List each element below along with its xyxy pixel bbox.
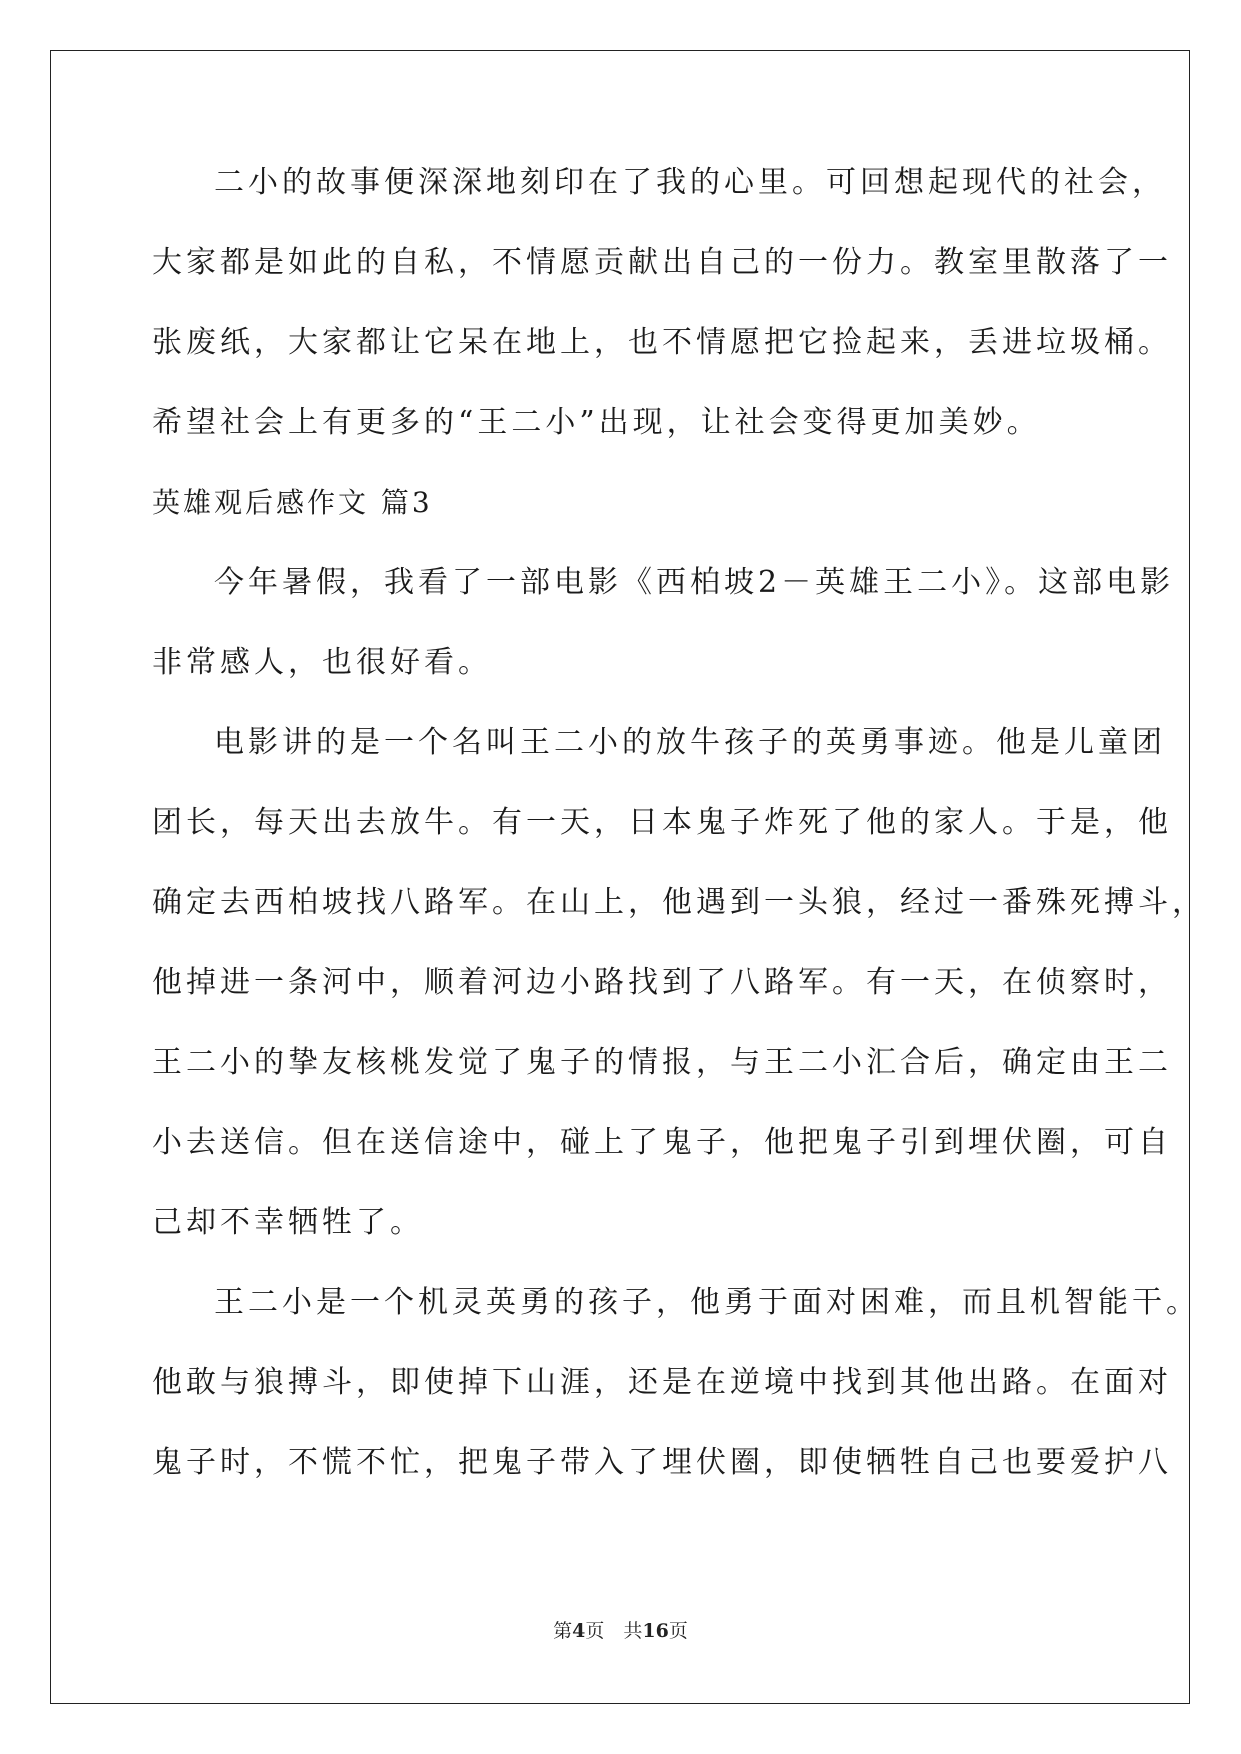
text-line: 电影讲的是一个名叫王二小的放牛孩子的英勇事迹。他是儿童团 <box>214 725 1166 760</box>
text-line: 王二小是一个机灵英勇的孩子，他勇于面对困难，而且机智能干。 <box>214 1285 1200 1320</box>
footer-mid: 页 共 <box>585 1620 643 1642</box>
page-footer <box>0 1616 1241 1643</box>
footer-prefix: 第 <box>553 1620 573 1642</box>
text-line: 他掉进一条河中，顺着河边小路找到了八路军。有一天，在侦察时， <box>152 965 1172 1000</box>
text-line: 确定去西柏坡找八路军。在山上，他遇到一头狼，经过一番殊死搏斗， <box>152 885 1206 920</box>
text-line: 小去送信。但在送信途中，碰上了鬼子，他把鬼子引到埋伏圈，可自 <box>152 1125 1172 1160</box>
text-line: 团长，每天出去放牛。有一天，日本鬼子炸死了他的家人。于是，他 <box>152 805 1172 840</box>
text-line: 大家都是如此的自私，不情愿贡献出自己的一份力。教室里散落了一 <box>152 245 1172 280</box>
section-heading: 英雄观后感作文 篇3 <box>152 486 433 519</box>
total-page-number: 16 <box>642 1620 669 1642</box>
text-line: 己却不幸牺牲了。 <box>152 1205 424 1240</box>
text-line: 希望社会上有更多的“王二小”出现，让社会变得更加美妙。 <box>152 405 1041 440</box>
text-line: 王二小的挚友核桃发觉了鬼子的情报，与王二小汇合后，确定由王二 <box>152 1045 1172 1080</box>
current-page-number: 4 <box>572 1620 586 1642</box>
text-line: 今年暑假，我看了一部电影《西柏坡2－英雄王二小》。这部电影 <box>214 565 1175 600</box>
text-line: 他敢与狼搏斗，即使掉下山涯，还是在逆境中找到其他出路。在面对 <box>152 1365 1172 1400</box>
text-line: 二小的故事便深深地刻印在了我的心里。可回想起现代的社会， <box>214 165 1166 200</box>
text-line: 非常感人，也很好看。 <box>152 645 492 680</box>
text-line: 张废纸，大家都让它呆在地上，也不情愿把它捡起来，丢进垃圾桶。 <box>152 325 1172 360</box>
text-line: 鬼子时，不慌不忙，把鬼子带入了埋伏圈，即使牺牲自己也要爱护八 <box>152 1445 1172 1480</box>
footer-suffix: 页 <box>668 1620 688 1642</box>
